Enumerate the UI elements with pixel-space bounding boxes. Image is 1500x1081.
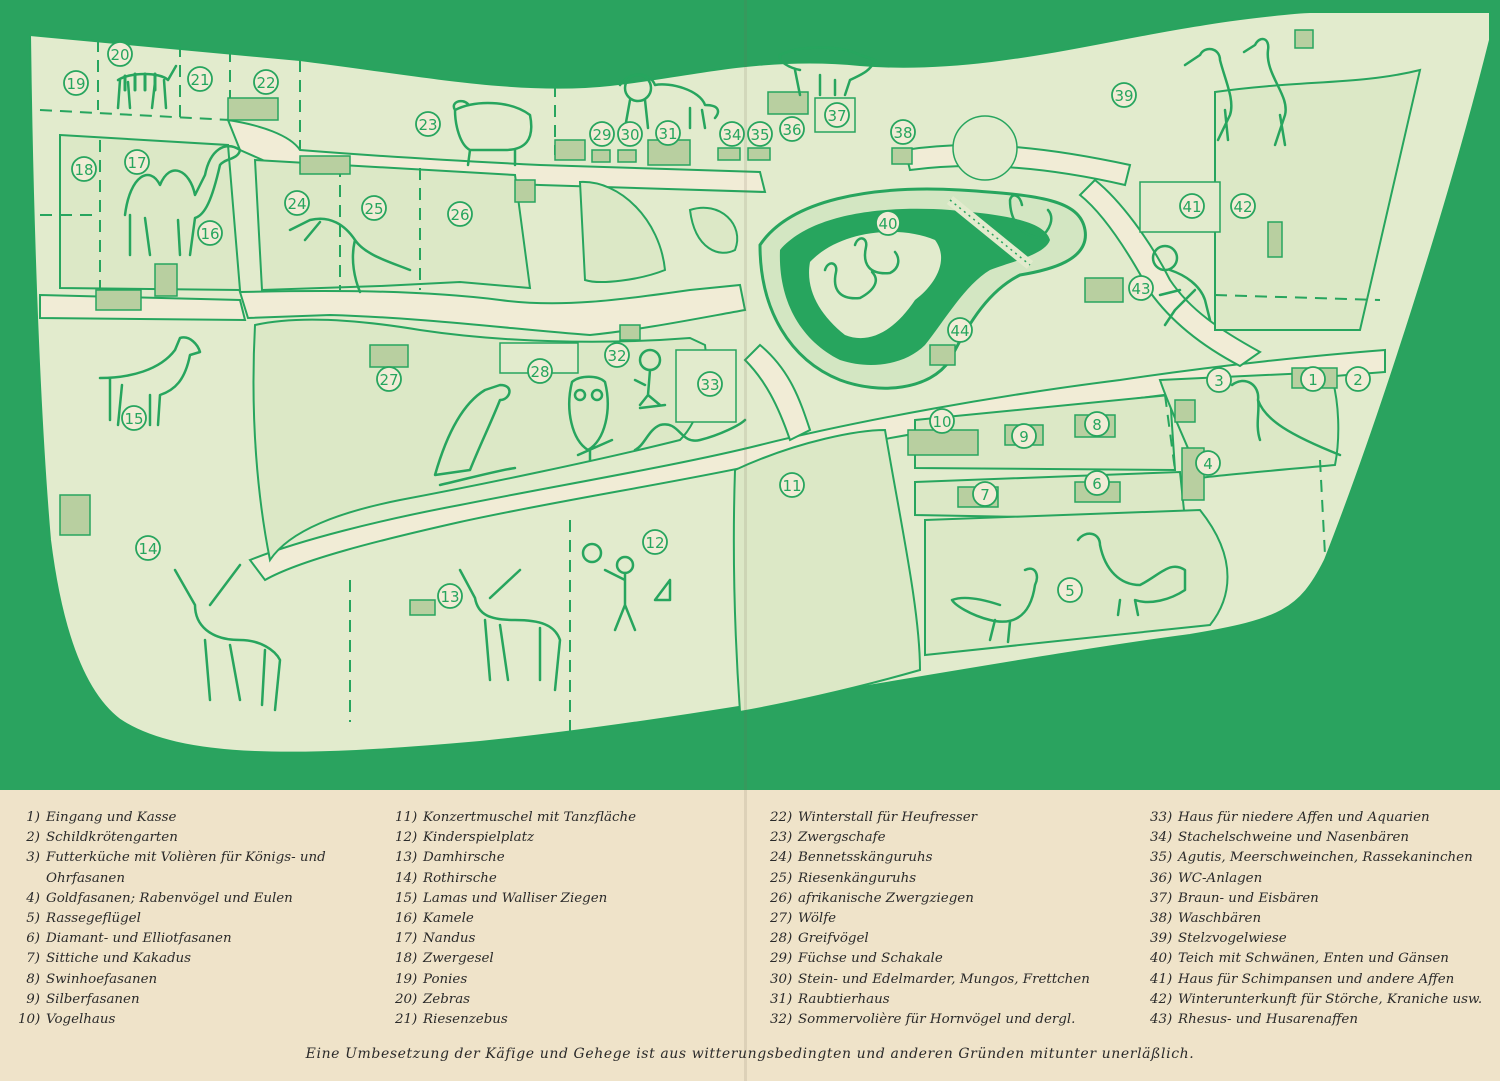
map-number-marker <box>1129 276 1153 300</box>
legend-item-text: Zwergschafe <box>798 830 886 846</box>
map-number-marker <box>780 473 804 497</box>
map-number-marker <box>1058 578 1082 602</box>
legend-item <box>18 828 326 848</box>
map-number-label: 38 <box>893 124 913 142</box>
legend-item-text: Kamele <box>423 911 474 927</box>
legend-item-number: 19) <box>395 971 418 987</box>
map-number-label: 22 <box>256 74 276 92</box>
legend-item <box>395 990 636 1010</box>
legend-item-number: 5) <box>26 911 40 927</box>
map-number-label: 25 <box>364 200 384 218</box>
legend-item-text: Greifvögel <box>798 931 869 947</box>
legend-item-text: Rhesus- und Husarenaffen <box>1178 1012 1358 1028</box>
legend-item-number: 24) <box>770 850 793 866</box>
legend-item-text: Haus für Schimpansen und andere Affen <box>1178 971 1455 987</box>
map-number-marker <box>643 530 667 554</box>
legend-item-text: Raubtierhaus <box>798 991 890 1007</box>
map-number-marker <box>362 196 386 220</box>
map-number-marker <box>254 70 278 94</box>
legend-item-text: Teich mit Schwänen, Enten und Gänsen <box>1178 951 1449 967</box>
legend-item-number: 23) <box>770 830 793 846</box>
map-number-label: 44 <box>950 322 970 340</box>
legend-item-text: Riesenkänguruhs <box>798 870 917 886</box>
legend-item-text: Stein- und Edelmarder, Mungos, Frettchen <box>798 971 1090 987</box>
legend-item-number: 3) <box>26 850 40 866</box>
legend-item-text: Rassegeflügel <box>46 911 141 927</box>
legend-item-number: 18) <box>395 951 418 967</box>
map-number-label: 21 <box>190 71 210 89</box>
legend-item <box>395 828 636 848</box>
legend-item-number: 21) <box>395 1012 418 1028</box>
legend-item-number: 2) <box>26 830 40 846</box>
map-number-marker <box>656 121 680 145</box>
map-number-label: 12 <box>645 534 665 552</box>
map-number-marker <box>448 202 472 226</box>
map-number-label: 39 <box>1114 87 1134 105</box>
legend-item-number: 26) <box>770 890 793 906</box>
legend-item <box>395 869 636 889</box>
legend-item-text: Haus für niedere Affen und Aquarien <box>1178 810 1430 825</box>
legend-item-text: Nandus <box>423 931 476 947</box>
legend-item <box>770 828 1090 848</box>
legend-item-text: Kinderspielplatz <box>423 830 535 846</box>
legend-item-number: 25) <box>770 870 793 886</box>
legend-item-number: 6) <box>26 931 40 947</box>
legend-item-text: Winterstall für Heufresser <box>798 810 978 825</box>
legend-item-number: 31) <box>770 991 793 1007</box>
legend-item-number: 9) <box>26 991 40 1007</box>
map-number-marker <box>720 122 744 146</box>
map-number-marker <box>285 191 309 215</box>
map-number-label: 35 <box>750 126 770 144</box>
legend-item-text: Rothirsche <box>423 870 497 886</box>
map-number-marker <box>1085 471 1109 495</box>
map-number-label: 14 <box>138 540 158 558</box>
legend-item <box>395 970 636 990</box>
legend-item-number: 11) <box>395 810 418 825</box>
map-number-marker <box>698 372 722 396</box>
map-number-label: 26 <box>450 206 470 224</box>
legend-item-text: Goldfasanen; Rabenvögel und Eulen <box>46 890 293 906</box>
legend-item-text: Diamant- und Elliotfasanen <box>46 931 232 947</box>
legend-item-number: 33) <box>1150 810 1173 825</box>
map-number-marker <box>1196 451 1220 475</box>
legend-item <box>395 1010 636 1030</box>
legend-item-number: 15) <box>395 890 418 906</box>
legend-item-text: Silberfasanen <box>46 991 140 1007</box>
map-number-marker <box>528 359 552 383</box>
map-number-marker <box>122 406 146 430</box>
map-number-label: 24 <box>287 195 307 213</box>
legend-item-text: afrikanische Zwergziegen <box>798 890 974 906</box>
legend-item-number: 29) <box>770 951 793 967</box>
legend-item-number: 38) <box>1150 911 1173 927</box>
legend-item-number: 20) <box>395 991 418 1007</box>
map-number-label: 13 <box>440 588 460 606</box>
map-number-label: 4 <box>1203 455 1213 473</box>
map-number-marker <box>1346 367 1370 391</box>
map-number-marker <box>198 221 222 245</box>
legend-item <box>1150 889 1482 909</box>
map-number-marker <box>891 120 915 144</box>
map-number-marker <box>377 367 401 391</box>
legend-item-number: 32) <box>770 1012 793 1028</box>
map-number-marker <box>1231 194 1255 218</box>
legend-item <box>1150 828 1482 848</box>
legend-item-number: 17) <box>395 931 418 947</box>
map-number-marker <box>825 103 849 127</box>
legend-item-text: Sommervolière für Hornvögel und dergl. <box>798 1012 1076 1028</box>
map-number-label: 15 <box>124 410 144 428</box>
map-number-label: 2 <box>1353 371 1363 389</box>
legend-item-text: Füchse und Schakale <box>798 951 943 967</box>
map-number-label: 34 <box>722 126 742 144</box>
legend-item <box>770 889 1090 909</box>
map-number-label: 3 <box>1214 372 1224 390</box>
legend-item <box>395 949 636 969</box>
legend-item-number: 40) <box>1150 951 1173 967</box>
map-number-marker <box>416 112 440 136</box>
map-number-marker <box>973 482 997 506</box>
map-number-marker <box>1085 412 1109 436</box>
legend-item <box>18 1010 326 1030</box>
legend-item-text: Konzertmuschel mit Tanzfläche <box>423 810 637 825</box>
legend-item-text: Eingang und Kasse <box>46 810 177 825</box>
legend-item-text: Waschbären <box>1178 911 1262 927</box>
legend-item <box>395 889 636 909</box>
map-number-label: 18 <box>74 161 94 179</box>
legend-item-number: 8) <box>26 971 40 987</box>
legend-item-number: 22) <box>770 810 793 825</box>
map-number-marker <box>1301 367 1325 391</box>
map-number-marker <box>930 409 954 433</box>
legend-item-text: Wölfe <box>798 911 837 927</box>
legend-item-text: Schildkrötengarten <box>46 830 178 846</box>
legend-item-text: Bennetsskänguruhs <box>798 850 933 866</box>
legend-item <box>1150 1010 1482 1030</box>
legend-item <box>770 1010 1090 1030</box>
map-number-label: 5 <box>1065 582 1075 600</box>
legend-item <box>395 848 636 868</box>
map-number-marker <box>618 122 642 146</box>
legend-item <box>770 990 1090 1010</box>
legend-item-text: Agutis, Meerschweinchen, Rassekaninchen <box>1178 850 1473 866</box>
map-number-label: 8 <box>1092 416 1102 434</box>
legend-item-number: 27) <box>770 911 793 927</box>
legend-item <box>1150 949 1482 969</box>
legend-item-number: 35) <box>1150 850 1173 866</box>
legend-item <box>18 909 326 929</box>
map-number-marker <box>590 122 614 146</box>
map-number-marker <box>108 42 132 66</box>
legend-item-text: Ponies <box>423 971 468 987</box>
legend-item <box>770 949 1090 969</box>
map-number-label: 6 <box>1092 475 1102 493</box>
map-number-label: 28 <box>530 363 550 381</box>
legend-item <box>1150 990 1482 1010</box>
legend-item <box>1150 848 1482 868</box>
legend-item <box>770 869 1090 889</box>
legend-item-text: Futterküche mit Volièren für Königs- und <box>46 850 326 866</box>
map-number-label: 1 <box>1308 371 1318 389</box>
map-number-label: 40 <box>878 215 898 233</box>
legend-item-text: Swinhoefasanen <box>46 971 158 987</box>
map-number-marker <box>1112 83 1136 107</box>
legend-column-1 <box>18 808 326 1030</box>
legend-item-number: 14) <box>395 870 418 886</box>
map-number-marker <box>748 122 772 146</box>
legend-item <box>770 929 1090 949</box>
map-number-marker <box>1012 424 1036 448</box>
legend-item-number: 43) <box>1150 1012 1173 1028</box>
legend-item-text: Riesenzebus <box>423 1012 508 1028</box>
legend-item-number: 39) <box>1150 931 1173 947</box>
legend-item-text: Stachelschweine und Nasenbären <box>1178 830 1410 846</box>
legend-item-number: 37) <box>1150 890 1173 906</box>
legend-item <box>770 909 1090 929</box>
map-number-marker <box>188 67 212 91</box>
map-number-marker <box>125 150 149 174</box>
map-number-marker <box>948 318 972 342</box>
legend-item <box>1150 869 1482 889</box>
legend-item-text: Zebras <box>423 991 471 1007</box>
map-number-marker <box>605 343 629 367</box>
legend-item <box>18 970 326 990</box>
map-number-label: 11 <box>782 477 802 495</box>
map-number-label: 19 <box>66 75 86 93</box>
legend-item-text: Lamas und Walliser Ziegen <box>423 890 608 906</box>
map-number-label: 30 <box>620 126 640 144</box>
legend-item-number: 41) <box>1150 971 1173 987</box>
legend-column-2 <box>395 808 636 1030</box>
legend-item <box>18 889 326 909</box>
legend-item-number: 28) <box>770 931 793 947</box>
map-number-marker <box>1180 194 1204 218</box>
legend-column-4 <box>1150 808 1482 1030</box>
legend-item <box>1150 909 1482 929</box>
map-number-label: 27 <box>379 371 399 389</box>
map-number-label: 36 <box>782 121 802 139</box>
map-number-label: 10 <box>932 413 952 431</box>
legend-item <box>18 929 326 949</box>
legend-item <box>770 808 1090 828</box>
legend-item <box>1150 929 1482 949</box>
map-number-label: 23 <box>418 116 438 134</box>
map-number-label: 20 <box>110 46 130 64</box>
legend-item-number: 34) <box>1150 830 1173 846</box>
legend-item-text: Braun- und Eisbären <box>1178 890 1319 906</box>
legend-item-text: Zwergesel <box>423 951 494 967</box>
legend-item <box>395 929 636 949</box>
legend-item <box>1150 970 1482 990</box>
legend-item <box>18 848 326 868</box>
legend-item-number: 12) <box>395 830 418 846</box>
map-number-label: 17 <box>127 154 147 172</box>
legend-item <box>395 808 636 828</box>
legend-item-number: 4) <box>26 890 40 906</box>
map-number-marker <box>438 584 462 608</box>
map-number-marker <box>64 71 88 95</box>
map-number-label: 42 <box>1233 198 1253 216</box>
legend-item <box>770 970 1090 990</box>
map-number-marker <box>780 117 804 141</box>
map-number-label: 33 <box>700 376 720 394</box>
legend-item-text: Ohrfasanen <box>46 870 125 886</box>
legend-item-text: Stelzvogelwiese <box>1178 931 1287 947</box>
legend-item <box>18 869 326 889</box>
map-number-label: 9 <box>1019 428 1029 446</box>
booklet-binding <box>744 0 747 1081</box>
legend-item <box>18 808 326 828</box>
legend-item <box>18 949 326 969</box>
legend-item-number: 36) <box>1150 870 1173 886</box>
map-number-label: 31 <box>658 125 678 143</box>
map-number-marker <box>876 211 900 235</box>
legend-item <box>395 909 636 929</box>
legend-item-text: Damhirsche <box>423 850 505 866</box>
legend-item-number: 30) <box>770 971 793 987</box>
footnote: Eine Umbesetzung der Käfige und Gehege ist aus witterungsbedingten und anderen Gründen mitunter unerläßlich. <box>305 1046 1195 1062</box>
map-number-label: 37 <box>827 107 847 125</box>
legend-item-text: Winterunterkunft für Störche, Kraniche usw. <box>1178 991 1483 1007</box>
map-number-marker <box>136 536 160 560</box>
map-number-marker <box>1207 368 1231 392</box>
legend-item-number: 7) <box>26 951 40 967</box>
map-number-label: 16 <box>200 225 220 243</box>
legend-item-number: 13) <box>395 850 418 866</box>
map-number-label: 29 <box>592 126 612 144</box>
legend-item-number: 10) <box>18 1012 41 1028</box>
legend-item-number: 1) <box>26 810 40 825</box>
legend-item <box>18 990 326 1010</box>
legend-column-3 <box>770 808 1090 1030</box>
legend-item-number: 42) <box>1150 991 1173 1007</box>
map-number-label: 32 <box>607 347 627 365</box>
map-number-label: 41 <box>1182 198 1202 216</box>
legend-item <box>1150 808 1482 828</box>
legend-item-number: 16) <box>395 911 418 927</box>
map-number-label: 7 <box>980 486 990 504</box>
map-number-marker <box>72 157 96 181</box>
map-number-label: 43 <box>1131 280 1151 298</box>
legend-item-text: Sittiche und Kakadus <box>46 951 192 967</box>
legend-item <box>770 848 1090 868</box>
legend-item-text: WC-Anlagen <box>1178 870 1263 886</box>
legend-item-text: Vogelhaus <box>46 1012 116 1028</box>
